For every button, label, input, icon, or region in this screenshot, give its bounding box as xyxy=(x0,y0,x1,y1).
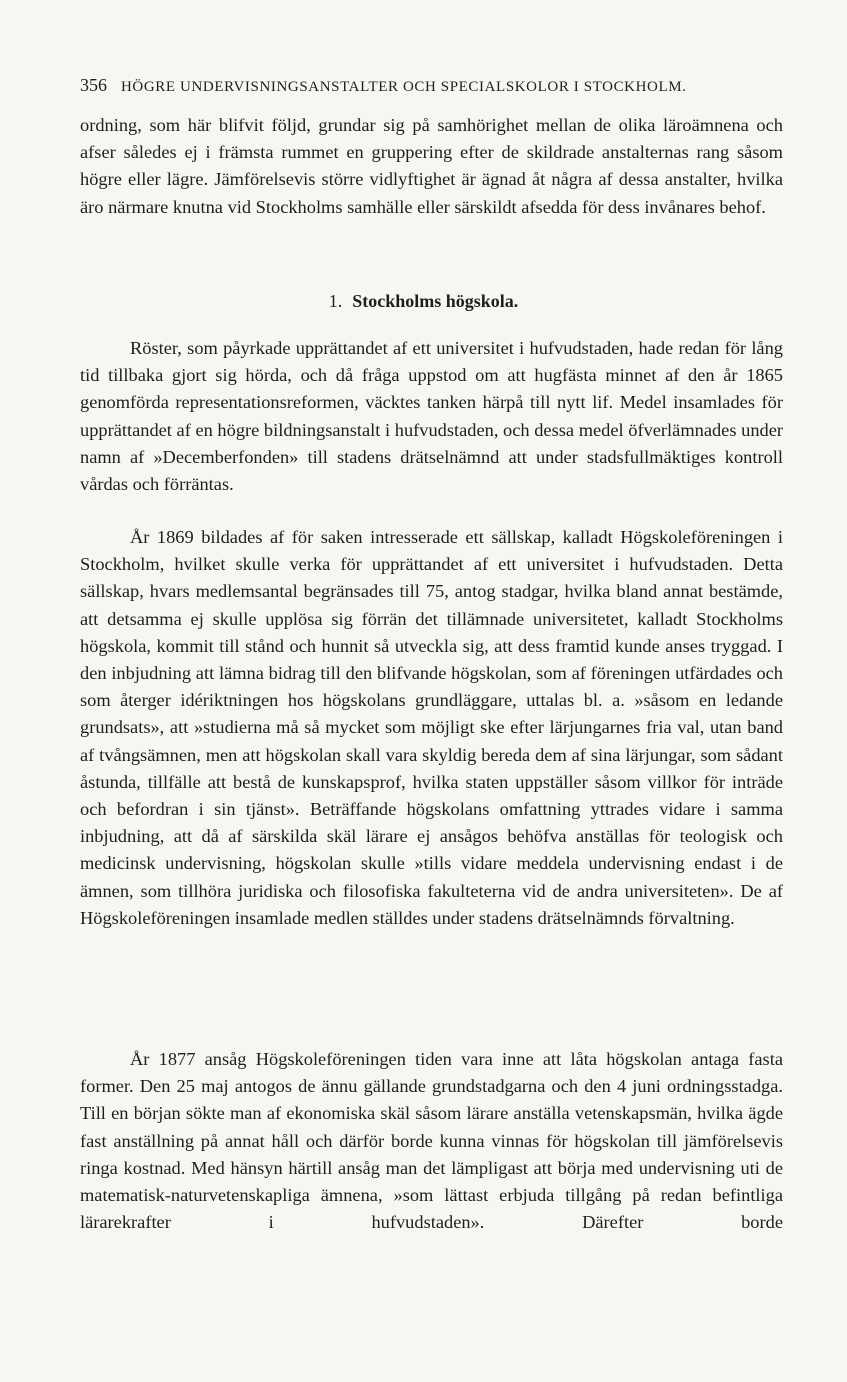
section-number: 1. xyxy=(328,291,343,311)
running-header xyxy=(80,75,780,96)
running-title: HÖGRE UNDERVISNINGSANSTALTER OCH SPECIALSKOLOR I STOCKHOLM. xyxy=(121,79,687,95)
body-paragraph-3: År 1877 ansåg Högskoleföreningen tiden vara inne att låta högskolan antaga fasta former. Den 25 maj antogos de ännu gällande grundstadgarna och den 4 juni ordningsstadga. Till en början sökte man af ekonomiska skäl såsom lärare anställa vetenskapsmän, hvilka ägde fast anställning på annat håll och därför borde kunna vinnas för högskolan till jämförelsevis ringa kostnad. Med hänsyn härtill ansåg man det lämpligast att börja med undervisning uti de matematisk-naturvetenskapliga ämnena, »som lättast erbjuda tillgång på redan befintliga lärarekrafter i hufvudstaden». Därefter borde xyxy=(80,1049,783,1233)
page-number: 356 xyxy=(80,75,107,95)
body-paragraph-2: År 1869 bildades af för saken intresserade ett sällskap, kalladt Högskoleföreningen i Stockholm, hvilket skulle verka för upprättandet af ett universitet i hufvudstaden. Detta sällskap, hvars medlemsantal begränsades till 75, antog stadgar, hvilka bland annat bestämde, att detsamma ej skulle upplösa sig förrän det tillämnade universitetet, kalladt Stockholms högskola, kommit till stånd och hunnit så utveckla sig, att dess framtid kunde anses tryggad. I den inbjudning att lämna bidrag till den blifvande högskolan, som af föreningen utfärdades och som återger idériktningen hos högskolans grundläggare, uttalas bl. a. »såsom en ledande grundsats», att »studierna må så mycket som möjligt ske efter lärjungarnes fria val, utan band af tvångsämnen, men att högskolan skall vara skyldig bereda dem af sina lärjungar, som sådant åstunda, tillfälle att bestå de kunskapsprof, hvilka staten uppställer såsom villkor för inträde och befordran i sin tjänst». Beträffande högskolans omfattning yttrades vidare i samma inbjudning, att då af särskilda skäl lärare ej ansågos behöfva anställas för teologisk och medicinsk undervisning, högskolan skulle »tills vidare meddela undervisning endast i de ämnen, som tillhöra juridiska och filosofiska fakulteterna vid de andra universiteten». De af Högskoleföreningen insamlade medlen ställdes under stadens drätselnämnds förvaltning. xyxy=(80,527,783,928)
section-heading xyxy=(0,291,847,312)
body-paragraph-1: Röster, som påyrkade upprättandet af ett universitet i hufvudstaden, hade redan för lång tid tillbaka gjort sig hörda, och då fråga uppstod om att hugfästa minnet af den år 1865 genomförda representationsreformen, väcktes tanken härpå till nytt lif. Medel insamlades för upprättandet af en högre bildningsanstalt i hufvudstaden, och dessa medel öfverlämnades under namn af »Decemberfonden» till stadens drätselnämnd att under stadsfullmäktiges kontroll vårdas och förräntas. xyxy=(80,338,783,495)
section-title: Stockholms högskola. xyxy=(352,291,519,311)
intro-paragraph: ordning, som här blifvit följd, grundar sig på samhörighet mellan de olika läroämnena och afser således ej i främsta rummet en gruppering efter de skildrade anstalternas rang såsom högre eller lägre. Jämförelsevis större vidlyftighet är ägnad åt några af dessa anstalter, hvilka äro närmare knutna vid Stockholms samhälle eller särskildt afsedda för dess invånares behof. xyxy=(80,115,783,217)
